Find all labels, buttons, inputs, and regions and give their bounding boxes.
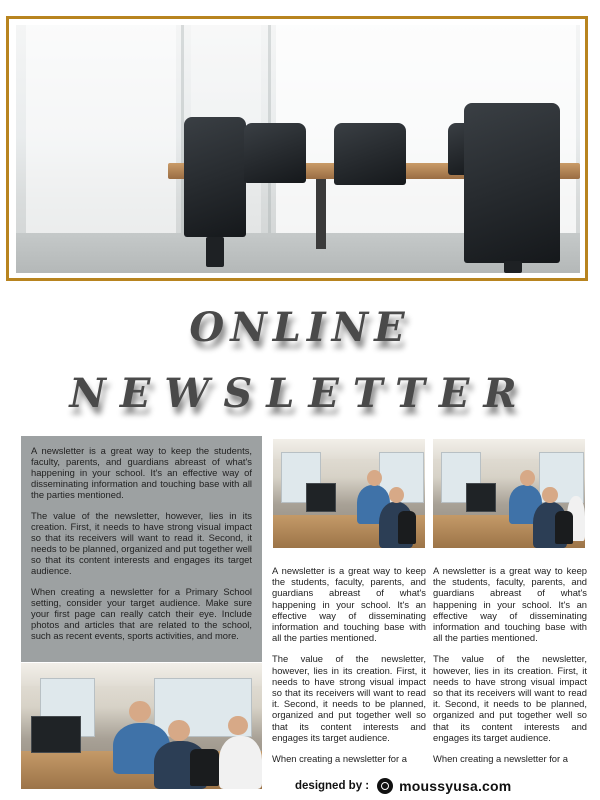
paragraph: When creating a newsletter for a Primary School setting, consider your target audience. Make sure your first page can really catch their eye. Include photos and articles that are related to the school, such as recent events, sports activities, and more. <box>31 586 252 641</box>
paragraph: A newsletter is a great way to keep the students, faculty, parents, and guardians abreast of what's happening in your school. It's an effective way of disseminating information and touching base with all the parties mentioned. <box>272 565 426 644</box>
office-team-photo <box>433 439 585 548</box>
paragraph: The value of the newsletter, however, lies in its creation. First, it needs to have strong visual impact so that its receivers will want to read it. Second, it needs to be planned, organized and put together well so that its content interests and engages its target audience. <box>433 653 587 743</box>
paragraph: The value of the newsletter, however, lies in its creation. First, it needs to have strong visual impact so that its receivers will want to read it. Second, it needs to be planned, organized and put together well so that its content interests and engages its target audience. <box>31 510 252 576</box>
paragraph: When creating a newsletter for a <box>433 753 568 765</box>
brand-logo-icon <box>377 778 393 794</box>
title-line-1: ONLINE <box>189 304 411 351</box>
chair <box>244 123 306 183</box>
title-line-2: NEWSLETTER <box>69 370 531 417</box>
chair <box>334 123 406 185</box>
paragraph: The value of the newsletter, however, lies in its creation. First, it needs to have strong visual impact so that its receivers will want to read it. Second, it needs to be planned, organized and put together well so that its content interests and engages its target audience. <box>272 653 426 743</box>
office-team-photo <box>273 439 425 548</box>
paragraph: A newsletter is a great way to keep the students, faculty, parents, and guardians abreast of what's happening in your school. It's an effective way of disseminating information and touching base with all the parties mentioned. <box>433 565 587 644</box>
hero-conference-room-photo <box>16 25 580 273</box>
designer-credit <box>295 776 511 796</box>
chair <box>464 103 560 263</box>
hero-photo-frame <box>6 16 588 281</box>
brand-name: moussyusa.com <box>399 778 512 794</box>
chair <box>184 117 246 237</box>
text-column-right <box>433 565 587 774</box>
intro-text-panel <box>21 436 262 662</box>
office-team-photo <box>21 663 262 789</box>
text-column-middle <box>272 565 426 774</box>
credit-label: designed by : <box>295 780 370 792</box>
paragraph: A newsletter is a great way to keep the students, faculty, parents, and guardians abreast of what's happening in your school. It's an effective way of disseminating information and touching base with all the parties mentioned. <box>31 445 252 500</box>
paragraph: When creating a newsletter for a <box>272 753 407 765</box>
